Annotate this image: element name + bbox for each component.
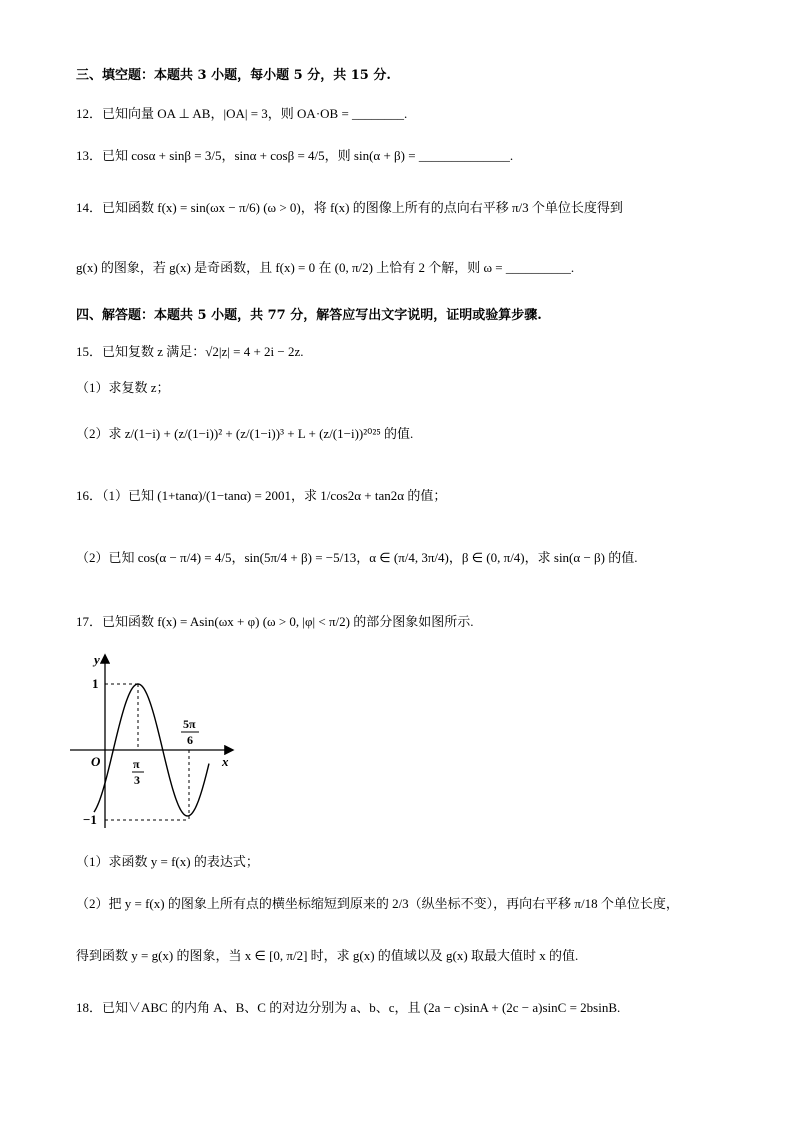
y-axis-label: y (94, 652, 100, 667)
question-16-part1: 16．（1）已知 (1+tanα)/(1−tanα) = 2001，求 1/cos2α + tan2α 的值； (76, 488, 447, 503)
question-17-part2-line1: （2）把 y = f(x) 的图象上所有点的横坐标缩短到原来的 2/3（纵坐标不变），再向右平移 π/18 个单位长度， (76, 896, 679, 911)
question-14-line2: g(x) 的图象，若 g(x) 是奇函数，且 f(x) = 0 在 (0, π/2) 上恰有 2 个解，则 ω = __________. (76, 260, 575, 275)
question-13: 13．已知 cosα + sinβ = 3/5，sinα + cosβ = 4/5，则 sin(α + β) = ______________. (76, 148, 514, 163)
x-tick2-numerator: 5π (183, 717, 196, 731)
sine-graph-figure (60, 648, 250, 838)
question-16-part2: （2）已知 cos(α − π/4) = 4/5，sin(5π/4 + β) = −5/13，α ∈ (π/4, 3π/4)，β ∈ (0, π/4)，求 sin(α − β) 的值. (76, 550, 638, 565)
x-axis-label: x (222, 754, 229, 769)
section4-heading: 四、解答题：本题共 5 小题，共 77 分，解答应写出文字说明，证明或验算步骤. (76, 308, 542, 323)
question-14-line1: 14．已知函数 f(x) = sin(ωx − π/6) (ω > 0)，将 f(x) 的图像上所有的点向右平移 π/3 个单位长度得到 (76, 200, 623, 215)
question-15: 15．已知复数 z 满足：√2|z| = 4 + 2i − 2z. (76, 344, 304, 359)
x-tick1-numerator: π (133, 757, 140, 771)
question-18: 18．已知∨ABC 的内角 A、B、C 的对边分别为 a、b、c，且 (2a − c)sinA + (2c − a)sinC = 2bsinB. (76, 1000, 621, 1015)
y-max-label: 1 (92, 676, 99, 691)
question-15-part2: （2）求 z/(1−i) + (z/(1−i))² + (z/(1−i))³ + L + (z/(1−i))²⁰²⁵ 的值. (76, 426, 414, 441)
x-tick1-denominator: 3 (134, 773, 140, 787)
question-17: 17．已知函数 f(x) = Asin(ωx + φ) (ω > 0, |φ| < π/2) 的部分图象如图所示. (76, 614, 474, 629)
question-17-part1: （1）求函数 y = f(x) 的表达式； (76, 854, 259, 869)
origin-label: O (91, 754, 101, 769)
question-15-part1: （1）求复数 z； (76, 380, 170, 395)
question-17-part2-line2: 得到函数 y = g(x) 的图象，当 x ∈ [0, π/2] 时，求 g(x) 的值域以及 g(x) 取最大值时 x 的值. (76, 948, 579, 963)
section3-heading: 三、填空题：本题共 3 小题，每小题 5 分，共 15 分. (76, 68, 391, 83)
x-tick2-denominator: 6 (187, 733, 193, 747)
y-min-label: −1 (83, 812, 97, 827)
question-12: 12．已知向量 OA ⊥ AB，|OA| = 3，则 OA·OB = ________. (76, 106, 408, 121)
